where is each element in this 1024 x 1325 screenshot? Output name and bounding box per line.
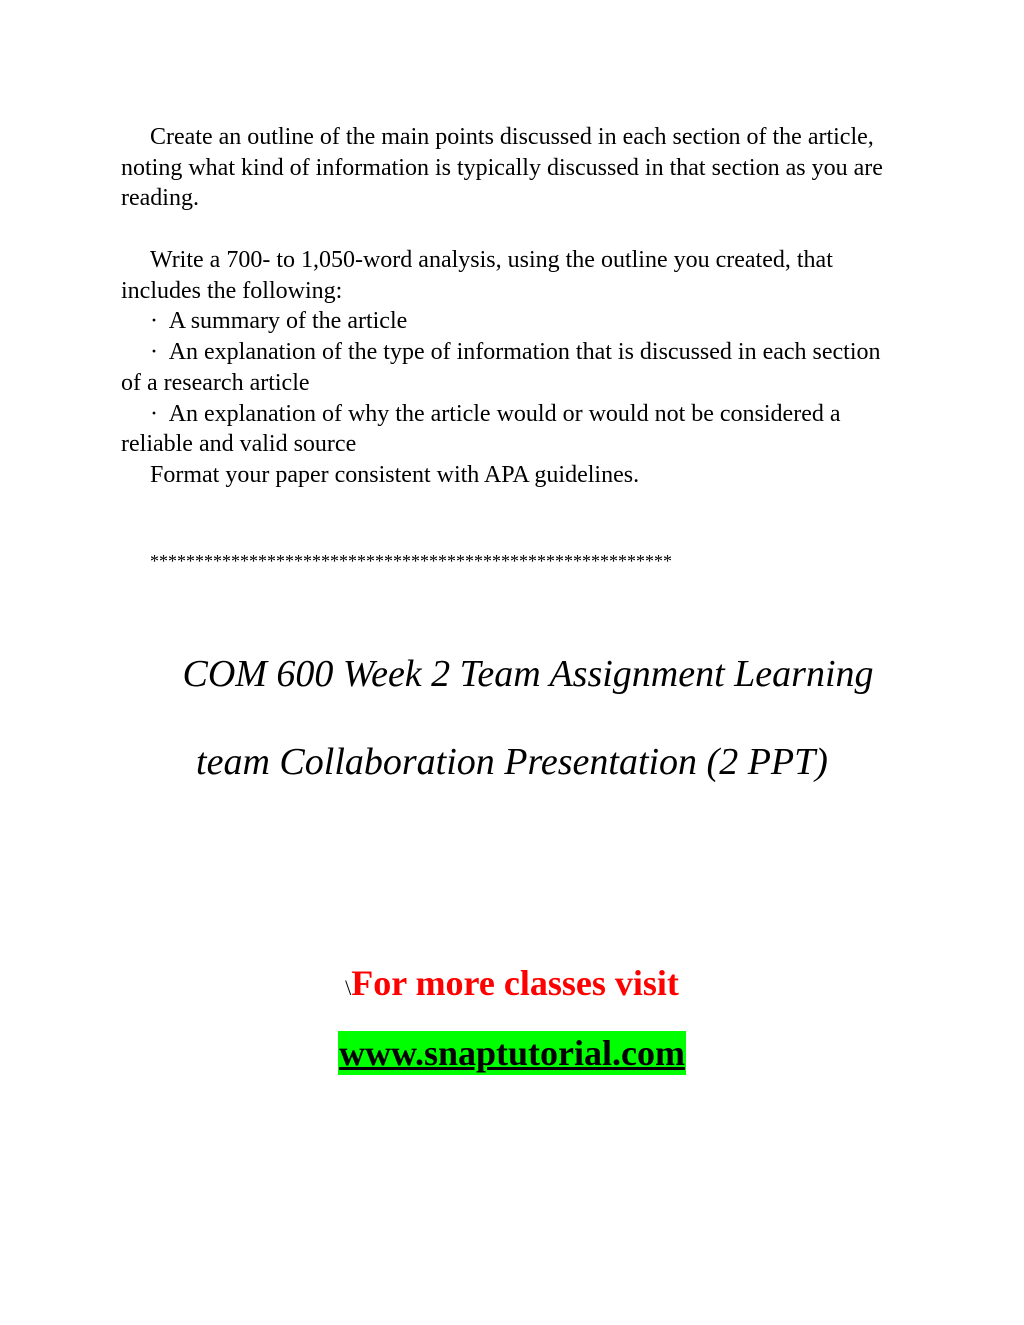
analysis-instructions	[121, 245, 901, 491]
bullet-marker: ·	[150, 400, 158, 427]
outline-instruction-text: Create an outline of the main points discussed in each section of the article, noting what kind of information is typically discussed in that section as you are reading.	[121, 124, 883, 212]
course-title-line-2: team Collaboration Presentation (2 PPT)	[196, 741, 828, 783]
list-item	[121, 306, 901, 337]
course-title-line-1: COM 600 Week 2 Team Assignment Learning	[182, 653, 874, 695]
website-link[interactable]: www.snaptutorial.com	[338, 1033, 685, 1073]
promo-link-row	[0, 1031, 1024, 1075]
analysis-intro-text: Write a 700- to 1,050-word analysis, using the outline you created, that includes the following:	[121, 247, 833, 304]
bullet-text: An explanation of the type of information that is discussed in each section of a research article	[121, 339, 881, 396]
format-note-text: Format your paper consistent with APA guidelines.	[150, 461, 640, 488]
bullet-text: An explanation of why the article would or would not be considered a reliable and valid source	[121, 400, 841, 458]
promo-heading	[0, 962, 1024, 1004]
promo-text: For more classes visit	[351, 963, 679, 1003]
bullet-marker: ·	[150, 308, 158, 335]
bullet-marker: ·	[150, 339, 158, 366]
promo-prefix: \	[345, 975, 352, 1000]
bullet-text: A summary of the article	[168, 308, 408, 335]
list-item	[121, 399, 901, 460]
outline-paragraph	[121, 122, 901, 214]
list-item	[121, 337, 901, 398]
separator-line: **********************************************************	[150, 551, 672, 571]
